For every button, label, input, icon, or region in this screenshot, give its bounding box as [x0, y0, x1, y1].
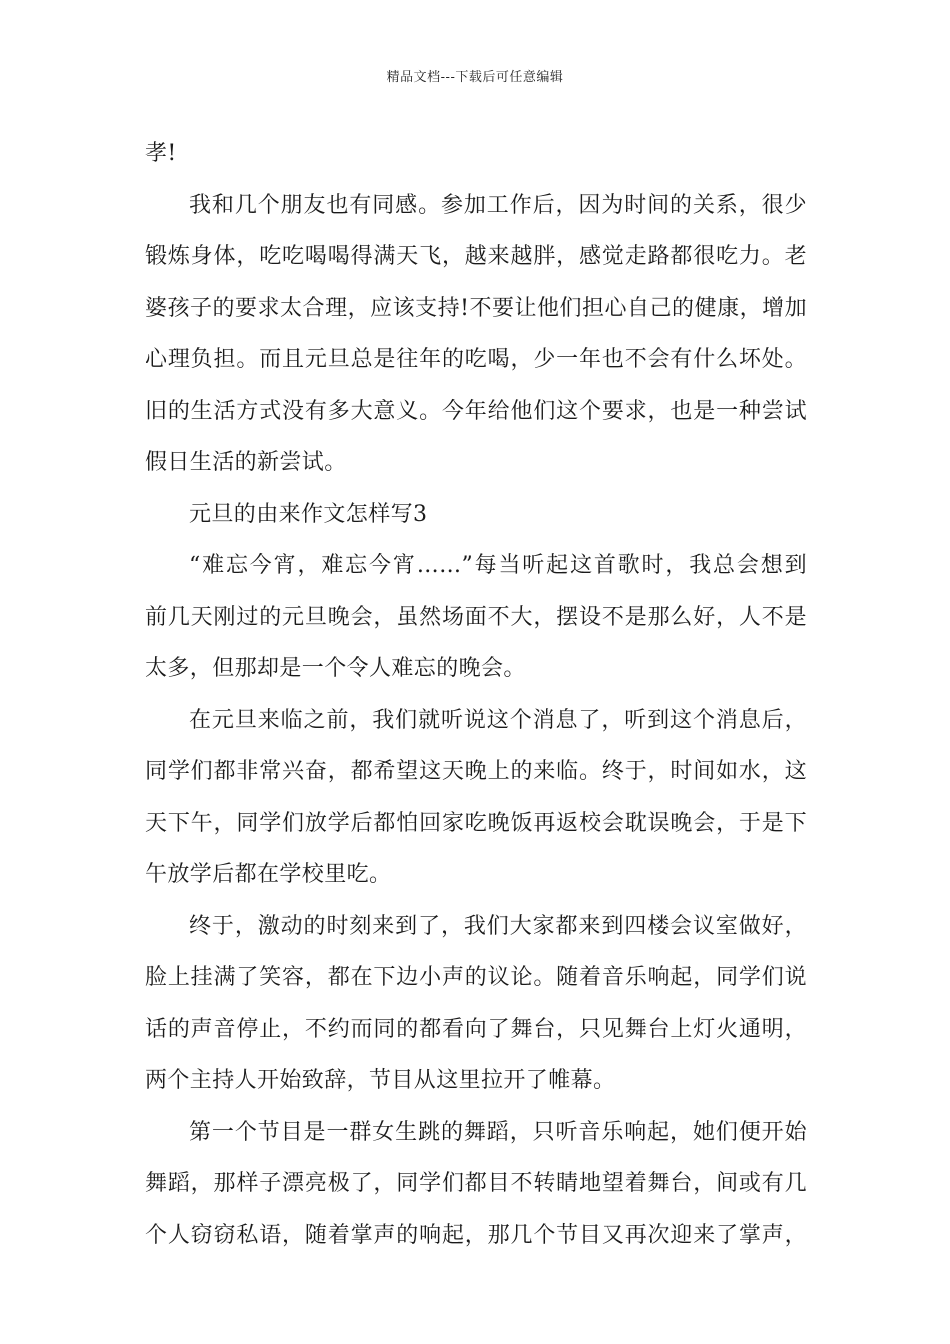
text-line: 终于，激动的时刻来到了，我们大家都来到四楼会议室做好，	[189, 913, 807, 939]
text-line: 我和几个朋友也有同感。参加工作后，因为时间的关系，很少	[189, 192, 807, 218]
text-line: 两个主持人开始致辞，节目从这里拉开了帷幕。	[145, 1068, 616, 1093]
text-line: 前几天刚过的元旦晚会，虽然场面不大，摆设不是那么好，人不是	[145, 604, 807, 630]
text-line: 话的声音停止，不约而同的都看向了舞台，只见舞台上灯火通明，	[145, 1016, 807, 1042]
text-line: 第一个节目是一群女生跳的舞蹈，只听音乐响起，她们便开始	[189, 1119, 807, 1145]
text-line: 在元旦来临之前，我们就听说这个消息了，听到这个消息后，	[189, 707, 807, 733]
document-body	[145, 128, 807, 1261]
text-line: 个人窃窃私语，随着掌声的响起，那几个节目又再次迎来了掌声，	[145, 1222, 807, 1248]
text-line: 心理负担。而且元旦总是往年的吃喝，少一年也不会有什么坏处。	[145, 347, 807, 372]
text-line: 天下午，同学们放学后都怕回家吃晚饭再返校会耽误晚会，于是下	[145, 810, 807, 836]
text-line: 旧的生活方式没有多大意义。今年给他们这个要求，也是一种尝试	[145, 398, 807, 424]
text-line: 婆孩子的要求太合理，应该支持!不要让他们担心自己的健康，增加	[145, 295, 807, 321]
text-line: 太多，但那却是一个令人难忘的晚会。	[145, 656, 526, 681]
text-line: 假日生活的新尝试。	[145, 450, 347, 475]
text-line: 午放学后都在学校里吃。	[145, 862, 392, 887]
text-line: 脸上挂满了笑容，都在下边小声的议论。随着音乐响起，同学们说	[145, 965, 807, 990]
page-header: 精品文档---下载后可任意编辑	[386, 70, 564, 85]
text-line: “难忘今宵，难忘今宵……”每当听起这首歌时，我总会想到	[189, 553, 807, 578]
text-line: 孝!	[145, 141, 177, 166]
text-line: 同学们都非常兴奋，都希望这天晚上的来临。终于，时间如水，这	[145, 759, 807, 784]
section-heading: 元旦的由来作文怎样写3	[189, 501, 428, 527]
text-line: 舞蹈，那样子漂亮极了，同学们都目不转睛地望着舞台，间或有几	[145, 1171, 807, 1196]
text-line: 锻炼身体，吃吃喝喝得满天飞，越来越胖，感觉走路都很吃力。老	[145, 244, 807, 269]
